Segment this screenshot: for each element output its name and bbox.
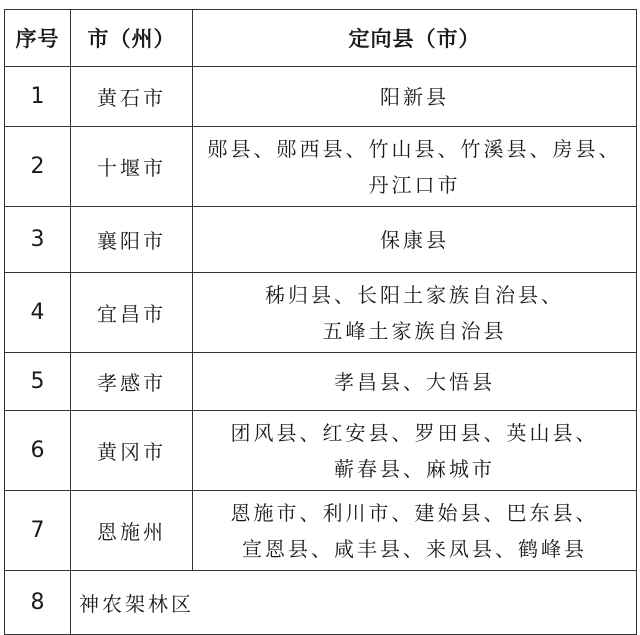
header-county: 定向县（市） (193, 10, 637, 67)
county-line: 郧县、郧西县、竹山县、竹溪县、房县、 (207, 136, 622, 161)
county-line: 宣恩县、咸丰县、来凤县、鹤峰县 (242, 536, 587, 561)
county-line: 秭归县、长阳土家族自治县、 (265, 282, 564, 307)
row-number: 6 (5, 411, 71, 491)
row-counties (193, 127, 637, 207)
header-city: 市（州） (71, 10, 193, 67)
county-line: 丹江口市 (368, 172, 461, 197)
county-line: 孝昌县、大悟县 (334, 369, 495, 394)
table-row (5, 127, 637, 207)
row-region: 神农架林区 (71, 571, 637, 635)
header-row (5, 10, 637, 67)
row-city: 恩施州 (71, 491, 193, 571)
row-city: 黄石市 (71, 67, 193, 127)
county-line: 团风县、红安县、罗田县、英山县、 (230, 420, 599, 445)
row-number: 3 (5, 207, 71, 273)
row-counties (193, 353, 637, 411)
row-number: 7 (5, 491, 71, 571)
row-city: 孝感市 (71, 353, 193, 411)
row-counties (193, 207, 637, 273)
row-city: 襄阳市 (71, 207, 193, 273)
county-line: 蕲春县、麻城市 (334, 456, 495, 481)
county-line: 恩施市、利川市、建始县、巴东县、 (230, 500, 599, 525)
county-line: 阳新县 (380, 84, 449, 109)
table-row (5, 491, 637, 571)
row-number: 1 (5, 67, 71, 127)
table-row (5, 207, 637, 273)
row-counties (193, 67, 637, 127)
table-row (5, 67, 637, 127)
county-table (4, 9, 637, 635)
table-row (5, 273, 637, 353)
county-line: 五峰土家族自治县 (322, 318, 507, 343)
county-line: 保康县 (380, 227, 449, 252)
row-number: 5 (5, 353, 71, 411)
row-number: 4 (5, 273, 71, 353)
row-city: 宜昌市 (71, 273, 193, 353)
row-counties (193, 491, 637, 571)
row-counties (193, 273, 637, 353)
row-counties (193, 411, 637, 491)
row-number: 2 (5, 127, 71, 207)
table-row (5, 353, 637, 411)
header-no: 序号 (5, 10, 71, 67)
row-city: 十堰市 (71, 127, 193, 207)
table-row (5, 571, 637, 635)
table-row (5, 411, 637, 491)
row-number: 8 (5, 571, 71, 635)
row-city: 黄冈市 (71, 411, 193, 491)
